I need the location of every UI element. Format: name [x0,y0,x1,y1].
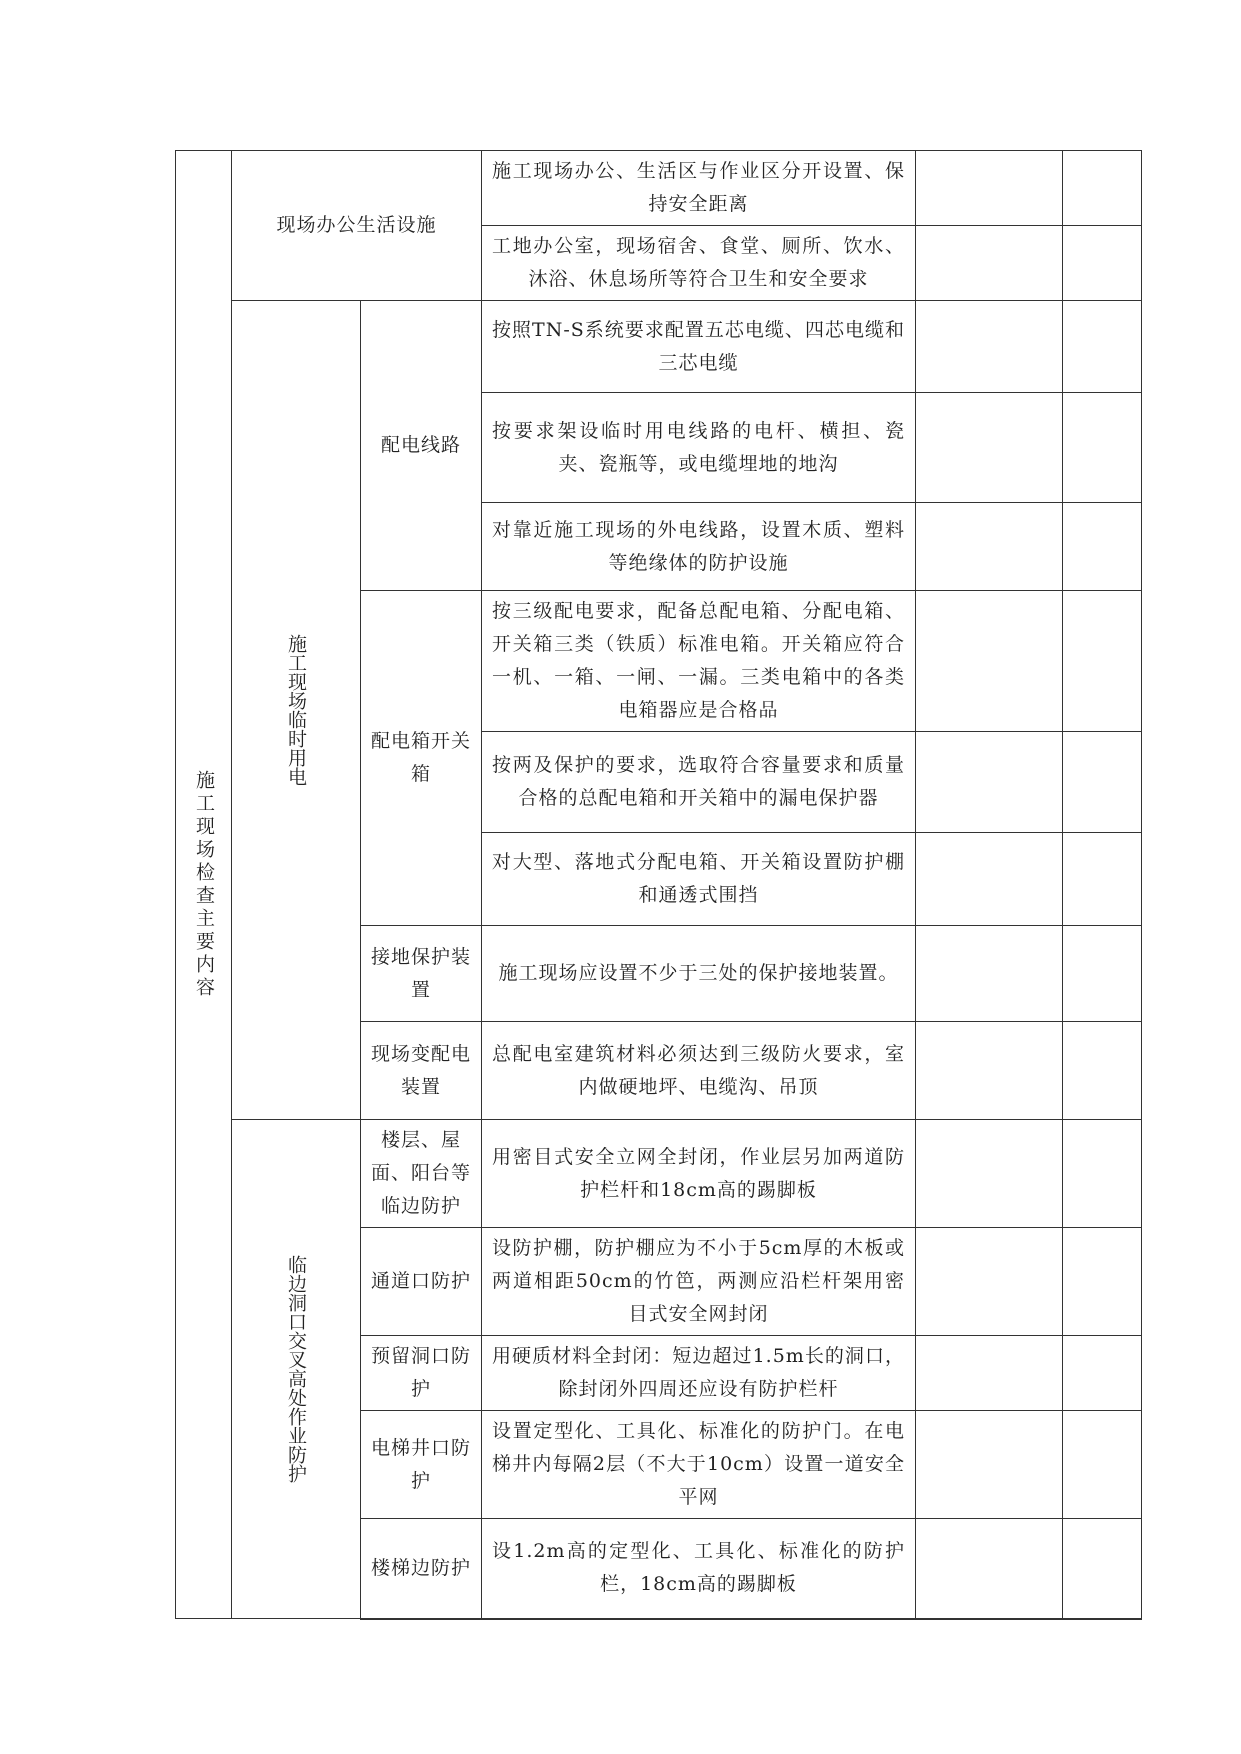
table-row [176,301,1142,393]
blank-cell [916,833,1063,926]
blank-cell [916,1120,1063,1228]
blank-cell [1063,1336,1142,1411]
blank-cell [1063,301,1142,393]
item-cell: 按要求架设临时用电线路的电杆、横担、瓷夹、瓷瓶等，或电缆埋地的地沟 [482,393,916,503]
blank-cell [916,226,1063,301]
blank-cell [916,1228,1063,1336]
blank-cell [1063,1411,1142,1519]
blank-cell [1063,226,1142,301]
item-cell: 按三级配电要求，配备总配电箱、分配电箱、开关箱三类（铁质）标准电箱。开关箱应符合一机、一箱、一闸、一漏。三类电箱中的各类电箱器应是合格品 [482,591,916,732]
blank-cell [1063,151,1142,226]
section-name-cell [232,1120,361,1619]
item-cell: 工地办公室，现场宿舍、食堂、厕所、饮水、沐浴、休息场所等符合卫生和安全要求 [482,226,916,301]
section-name: 施工现场临时用电 [285,634,307,786]
blank-cell [916,1519,1063,1619]
subsection-name-cell: 配电线路 [361,301,482,591]
blank-cell [916,591,1063,732]
inspection-table [175,150,1142,1620]
item-cell: 设置定型化、工具化、标准化的防护门。在电梯井内每隔2层（不大于10cm）设置一道安全平网 [482,1411,916,1519]
section-name-cell [232,301,361,1120]
item-cell: 按两及保护的要求，选取符合容量要求和质量合格的总配电箱和开关箱中的漏电保护器 [482,732,916,833]
item-cell: 设1.2m高的定型化、工具化、标准化的防护栏，18cm高的踢脚板 [482,1519,916,1619]
table-row [176,1120,1142,1228]
blank-cell [916,503,1063,591]
item-cell: 对大型、落地式分配电箱、开关箱设置防护棚和通透式围挡 [482,833,916,926]
blank-cell [916,1336,1063,1411]
blank-cell [916,1411,1063,1519]
main-category-label: 施工现场检查主要内容 [193,769,215,1000]
subsection-name-cell: 现场变配电装置 [361,1022,482,1120]
blank-cell [916,151,1063,226]
item-cell: 总配电室建筑材料必须达到三级防火要求，室内做硬地坪、电缆沟、吊顶 [482,1022,916,1120]
section-name-cell [232,151,482,301]
blank-cell [1063,1519,1142,1619]
item-cell: 用密目式安全立网全封闭，作业层另加两道防护栏杆和18cm高的踢脚板 [482,1120,916,1228]
blank-cell [1063,591,1142,732]
blank-cell [916,301,1063,393]
subsection-name-cell: 预留洞口防护 [361,1336,482,1411]
item-cell: 施工现场应设置不少于三处的保护接地装置。 [482,926,916,1022]
main-category-cell [176,151,232,1619]
subsection-name-cell: 接地保护装置 [361,926,482,1022]
blank-cell [1063,503,1142,591]
blank-cell [916,1022,1063,1120]
blank-cell [1063,1022,1142,1120]
subsection-name-cell: 电梯井口防护 [361,1411,482,1519]
item-cell: 用硬质材料全封闭：短边超过1.5m长的洞口，除封闭外四周还应设有防护栏杆 [482,1336,916,1411]
subsection-name-cell: 配电箱开关箱 [361,591,482,926]
subsection-name-cell: 通道口防护 [361,1228,482,1336]
item-cell: 设防护棚，防护棚应为不小于5cm厚的木板或两道相距50cm的竹笆，两测应沿栏杆架用密目式安全网封闭 [482,1228,916,1336]
blank-cell [916,926,1063,1022]
item-cell: 对靠近施工现场的外电线路，设置木质、塑料等绝缘体的防护设施 [482,503,916,591]
blank-cell [1063,1120,1142,1228]
section-name: 临边洞口交叉高处作业防护 [285,1255,307,1483]
blank-cell [1063,732,1142,833]
blank-cell [1063,926,1142,1022]
subsection-name-cell: 楼层、屋面、阳台等临边防护 [361,1120,482,1228]
blank-cell [916,732,1063,833]
blank-cell [1063,833,1142,926]
item-cell: 按照TN-S系统要求配置五芯电缆、四芯电缆和三芯电缆 [482,301,916,393]
table-row [176,151,1142,226]
blank-cell [1063,1228,1142,1336]
blank-cell [916,393,1063,503]
blank-cell [1063,393,1142,503]
section-name: 现场办公生活设施 [276,214,437,236]
item-cell: 施工现场办公、生活区与作业区分开设置、保持安全距离 [482,151,916,226]
subsection-name-cell: 楼梯边防护 [361,1519,482,1619]
